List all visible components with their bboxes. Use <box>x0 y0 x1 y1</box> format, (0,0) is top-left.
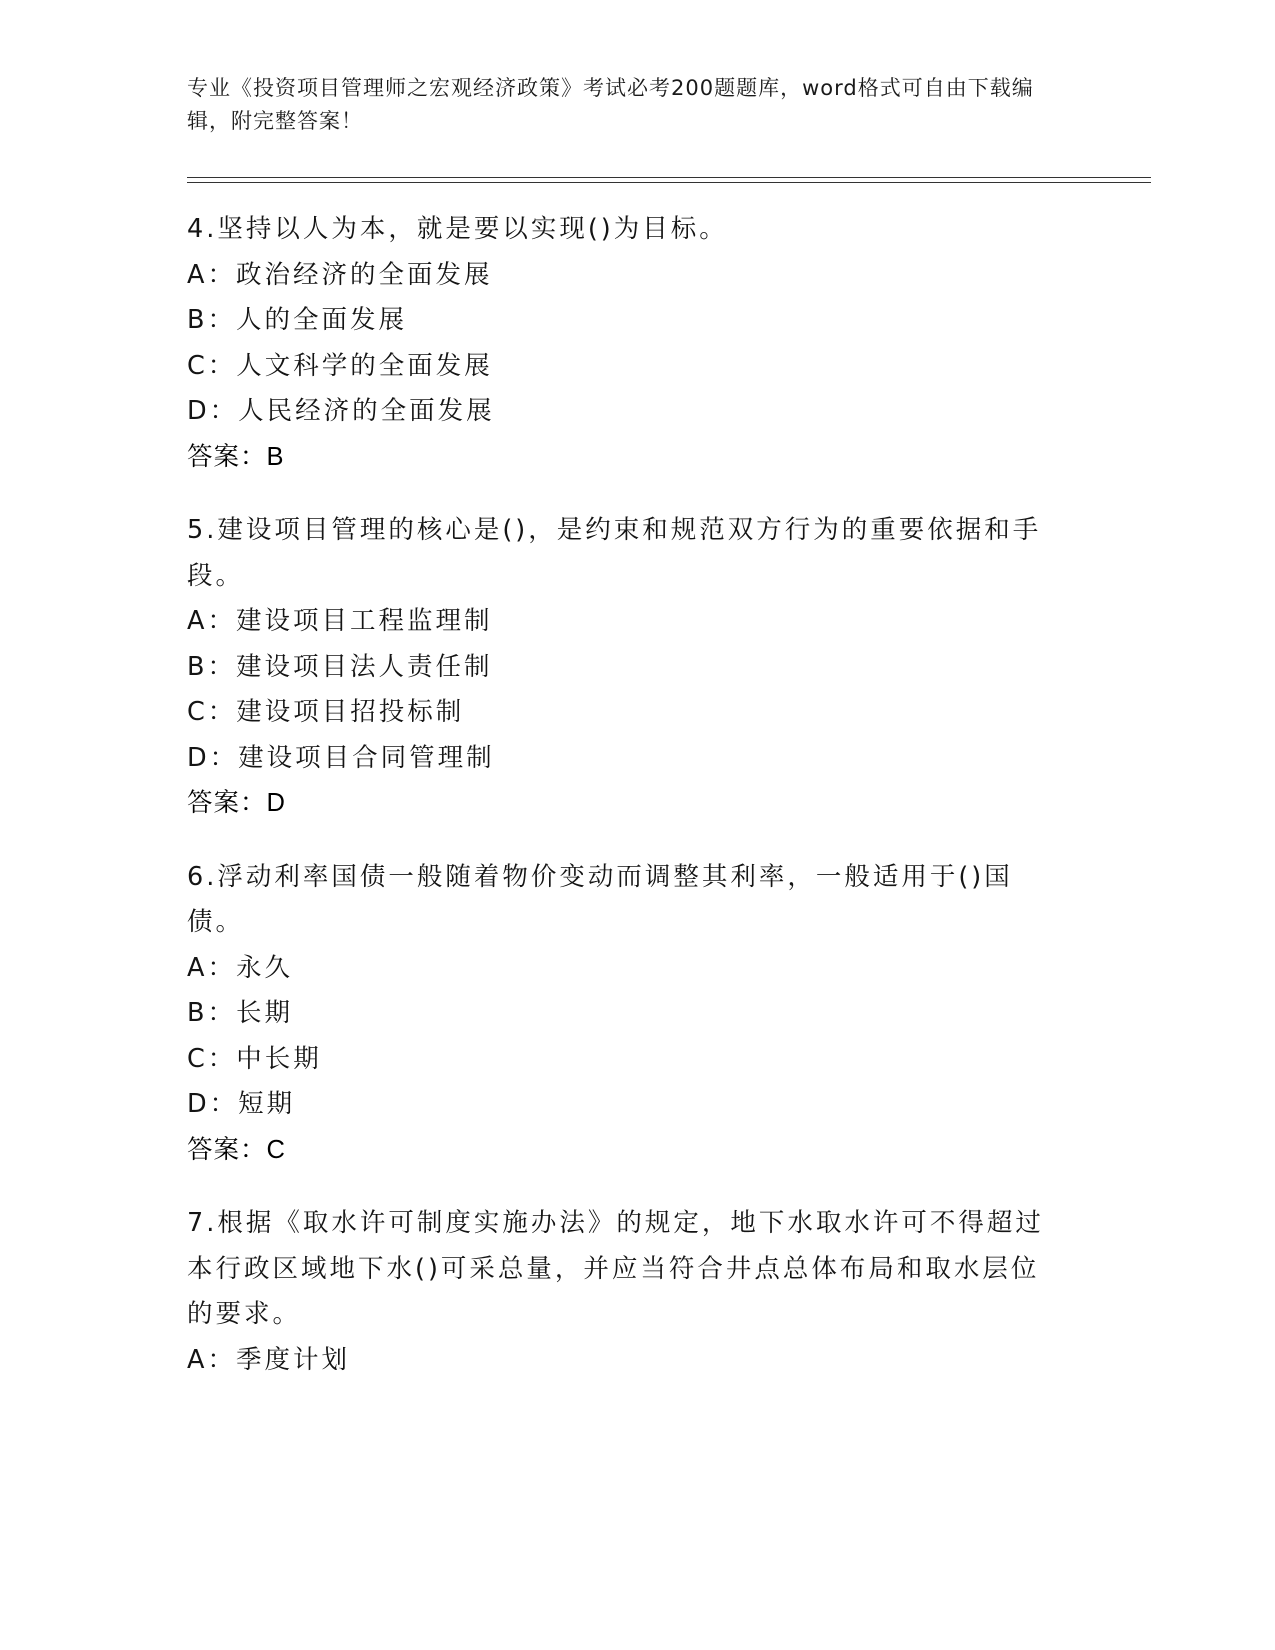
question-7 <box>187 1201 1067 1383</box>
option-b: B：长期 <box>187 998 293 1028</box>
option-d: D：短期 <box>187 1089 296 1119</box>
option-c: C：人文科学的全面发展 <box>187 350 493 381</box>
option-c: C：中长期 <box>187 1043 322 1074</box>
question-list <box>187 207 1067 1411</box>
question-stem: 7.根据《取水许可制度实施办法》的规定，地下水取水许可不得超过本行政区域地下水()可采总量，并应当符合井点总体布局和取水层位的要求。 <box>187 1208 1044 1329</box>
option-c: C：建设项目招投标制 <box>187 697 465 727</box>
answer-text: 答案：D <box>187 789 286 817</box>
option-b: B：人的全面发展 <box>187 305 407 335</box>
header-rule-bottom <box>187 182 1151 183</box>
question-4 <box>187 207 1067 480</box>
option-a: A：政治经济的全面发展 <box>187 259 493 290</box>
question-stem: 4.坚持以人为本，就是要以实现()为目标。 <box>187 214 728 244</box>
page-header-text: 专业《投资项目管理师之宏观经济政策》考试必考200题题库，word格式可自由下载编辑，附完整答案！ <box>187 76 1034 133</box>
header-rule-top <box>187 177 1151 178</box>
answer-text: 答案：C <box>187 1135 286 1164</box>
option-a: A：建设项目工程监理制 <box>187 606 493 636</box>
question-stem: 6.浮动利率国债一般随着物价变动而调整其利率，一般适用于()国债。 <box>187 861 1013 937</box>
option-d: D：建设项目合同管理制 <box>187 742 495 773</box>
option-b: B：建设项目法人责任制 <box>187 651 493 682</box>
question-5 <box>187 508 1067 827</box>
option-a: A：永久 <box>187 952 293 983</box>
option-d: D：人民经济的全面发展 <box>187 396 495 426</box>
question-6 <box>187 855 1067 1174</box>
answer-text: 答案：B <box>187 442 285 471</box>
option-a: A：季度计划 <box>187 1344 350 1375</box>
question-stem: 5.建设项目管理的核心是()，是约束和规范双方行为的重要依据和手段。 <box>187 515 1042 591</box>
